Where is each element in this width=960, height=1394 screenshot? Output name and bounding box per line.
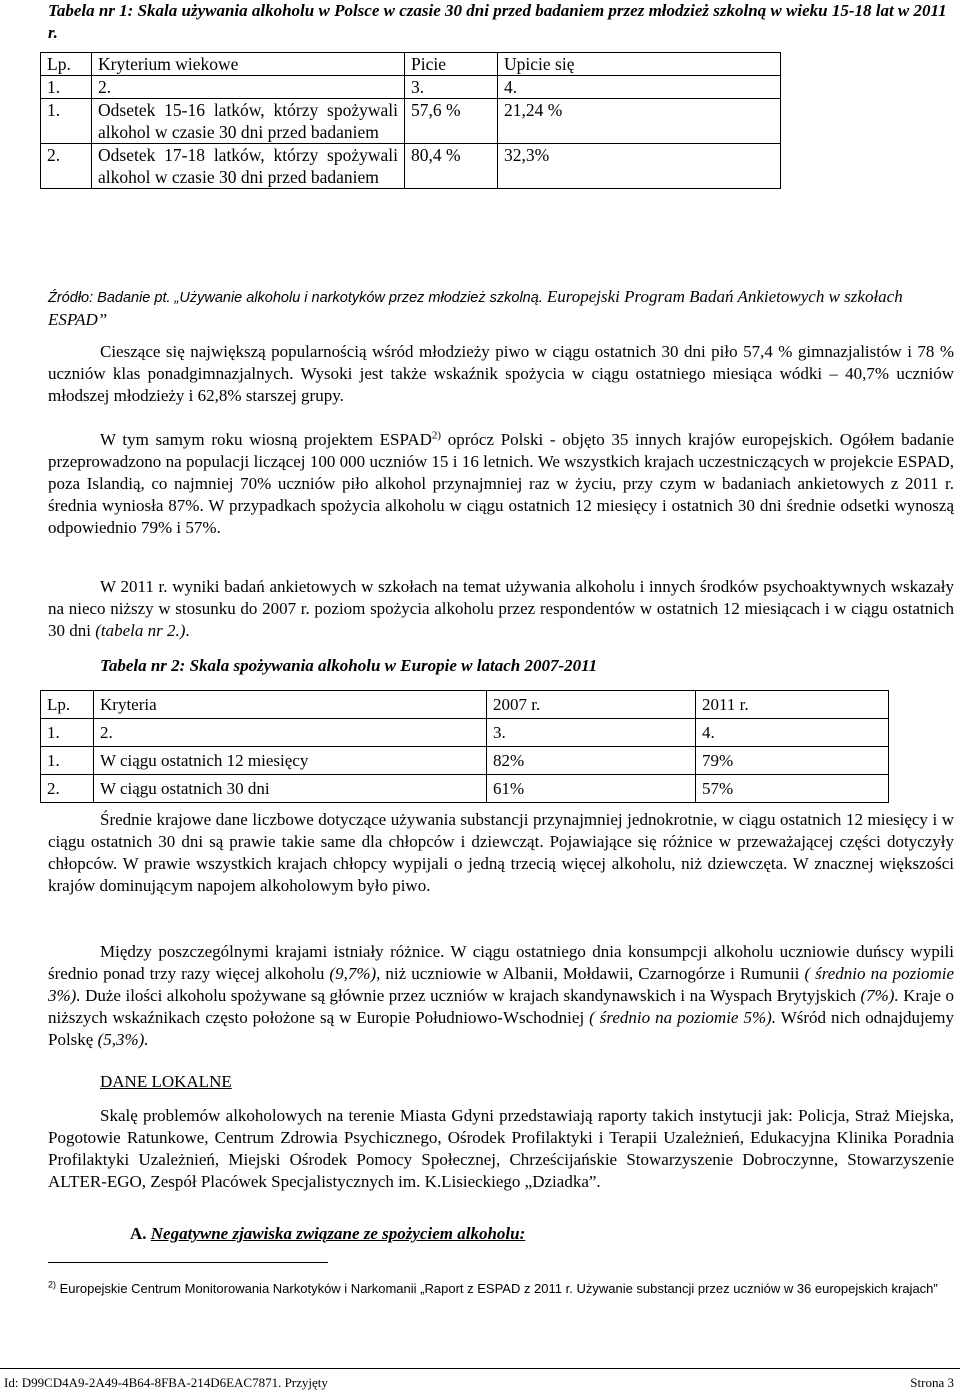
table1-source <box>48 286 954 332</box>
table-cell: 57,6 % <box>405 99 498 144</box>
table-cell: 1. <box>41 719 94 747</box>
table1-header-row <box>41 53 781 76</box>
table-cell: 2. <box>92 76 405 99</box>
source-part-a: Źródło: Badanie pt. „Używanie alkoholu i narkotyków przez młodzież szkolną. <box>48 290 543 306</box>
table-cell: 1. <box>41 76 92 99</box>
section-heading-a: A. Negatywne zjawiska związane ze spożyciem alkoholu: <box>130 1224 526 1243</box>
table-row <box>41 99 781 144</box>
footnote-ref[interactable]: 2) <box>431 429 442 442</box>
table-cell: 3. <box>405 76 498 99</box>
table-cell: 57% <box>696 775 889 803</box>
table-cell: Kryterium wiekowe <box>92 53 405 76</box>
table-cell: W ciągu ostatnich 30 dni <box>94 775 487 803</box>
paragraph-4: Średnie krajowe dane liczbowe dotyczące używania substancji przynajmniej jednokrotnie, w ciągu ostatnich 12 miesięcy i w ciągu ostatnich 30 dni są prawie takie same dla chłopców i dziewcząt. Pojawiające się różnice w przeważającej części dotyczyły chłopców. W prawie wszystkich krajach chłopcy wypijali o jedną trzecią więcej alkoholu, niż dziewczęta. W znacznej większości krajów dominującym napojem alkoholowym było piwo. <box>48 810 954 895</box>
table2-header-row <box>41 691 889 719</box>
table-cell: 1. <box>41 99 92 144</box>
paragraph-1: Cieszące się największą popularnością wśród młodzieży piwo w ciągu ostatnich 30 dni piło 57,4 % gimnazjalistów i 78 % uczniów klas ponadgimnazjalnych. Wysoki jest także wskaźnik spożycia w ciągu ostatniego miesiąca wódki – 40,7% uczniów młodszej młodzieży i 62,8% starszej grupy. <box>48 342 954 405</box>
footnote: $^{2)}$ Europejskie Centrum Monitorowania Narkotyków i Narkomanii „Raport z ESPAD z 2011 r. Używanie substancji przez uczniów w 36 europejskich krajach” <box>48 1279 938 1296</box>
table2-title: Tabela nr 2: Skala spożywania alkoholu w Europie w latach 2007-2011 <box>100 656 598 675</box>
table-cell: 79% <box>696 747 889 775</box>
table1-numbering-row <box>41 76 781 99</box>
table-cell: 4. <box>696 719 889 747</box>
table-cell: 32,3% <box>498 144 781 189</box>
table-cell: W ciągu ostatnich 12 miesięcy <box>94 747 487 775</box>
paragraph-3: W 2011 r. wyniki badań ankietowych w szkołach na temat używania alkoholu i innych środków psychoaktywnych wskazały na nieco niższy w stosunku do 2007 r. poziom spożycia alkoholu przez respondentów w ostatnich 12 miesiącach i w ciągu ostatnich 30 dni (tabela nr 2.). <box>48 577 954 640</box>
page-number: Strona 3 <box>910 1375 954 1390</box>
section-heading-local-data: DANE LOKALNE <box>100 1072 232 1091</box>
table-cell: 2. <box>41 775 94 803</box>
paragraph-5: Między poszczególnymi krajami istniały różnice. W ciągu ostatniego dnia konsumpcji alkoholu uczniowie duńscy wypili średnio ponad trzy razy więcej alkoholu (9,7%), niż uczniowie w Albanii, Mołdawii, Czarnogórze i Rumunii ( średnio na poziomie 3%). Duże ilości alkoholu spożywane są głównie przez uczniów w krajach skandynawskich i na Wyspach Brytyjskich (7%). Kraje o niższych wskaźnikach często położone są w Europie Południowo-Wschodniej ( średnio na poziomie 5%). Wśród nich odnajdujemy Polskę (5,3%). <box>48 942 955 1049</box>
paragraph-2: W tym samym roku wiosną projektem ESPAD$^{2)}$ oprócz Polski - objęto 35 innych krajów europejskich. Ogółem badanie przeprowadzono na populacji liczącej 100 000 uczniów 15 i 16 letnich. We wszystkich krajach uczestniczących w projekcie ESPAD, poza Islandią, co najmniej 70% uczniów piło alkohol przynajmniej raz w życiu, przy czym w badaniach ankietowych z 2011 r. średnia wyniosła 87%. W przypadkach spożycia alkoholu w ciągu ostatnich 12 miesięcy i ostatnich 30 dni średnie odsetki wynoszą odpowiednio 79% i 57%. <box>48 429 954 537</box>
table-cell: 1. <box>41 747 94 775</box>
table-cell: 61% <box>487 775 696 803</box>
table-cell: Lp. <box>41 691 94 719</box>
footnote-separator <box>48 1262 328 1263</box>
table-cell: Odsetek 15-16 latków, którzy spożywali alkohol w czasie 30 dni przed badaniem <box>92 99 405 144</box>
table-cell: 2. <box>41 144 92 189</box>
table-cell: Lp. <box>41 53 92 76</box>
table-cell: Upicie się <box>498 53 781 76</box>
paragraph-6: Skalę problemów alkoholowych na terenie Miasta Gdyni przedstawiają raporty takich instytucji jak: Policja, Straż Miejska, Pogotowie Ratunkowe, Centrum Zdrowia Psychicznego, Ośrodek Profilaktyki i Terapii Uzależnień, Edukacyjna Klinika Poradnia Profilaktyki Uzależnień, Miejski Ośrodek Pomocy Społecznej, Chrześcijańskie Stowarzyszenie Dobroczynne, Stowarzyszenie ALTER-EGO, Zespół Placówek Specjalistycznych im. K.Lisieckiego „Dziadka”. <box>48 1106 954 1191</box>
table-row <box>41 775 889 803</box>
table-cell: 82% <box>487 747 696 775</box>
table-cell: 4. <box>498 76 781 99</box>
table-row <box>41 747 889 775</box>
document-id: Id: D99CD4A9-2A49-4B64-8FBA-214D6EAC7871. Przyjęty <box>4 1375 328 1390</box>
table-cell: 3. <box>487 719 696 747</box>
table-cell: 2. <box>94 719 487 747</box>
footer-separator <box>0 1368 960 1369</box>
table-cell: Odsetek 17-18 latków, którzy spożywali alkohol w czasie 30 dni przed badaniem <box>92 144 405 189</box>
source-part-b: Europejski Program Badań Ankietowych w szkołach ESPAD” <box>48 287 903 329</box>
table-cell: 80,4 % <box>405 144 498 189</box>
table-cell: 21,24 % <box>498 99 781 144</box>
table1-title: Tabela nr 1: Skala używania alkoholu w Polsce w czasie 30 dni przed badaniem przez młodzież szkolną w wieku 15-18 lat w 2011 r. <box>48 1 947 42</box>
table-cell: Kryteria <box>94 691 487 719</box>
table2 <box>40 690 889 803</box>
table-cell: Picie <box>405 53 498 76</box>
table-reference: (tabela nr 2.) <box>95 621 186 640</box>
table2-numbering-row <box>41 719 889 747</box>
table1 <box>40 52 781 189</box>
table-row <box>41 144 781 189</box>
table-cell: 2007 r. <box>487 691 696 719</box>
table-cell: 2011 r. <box>696 691 889 719</box>
